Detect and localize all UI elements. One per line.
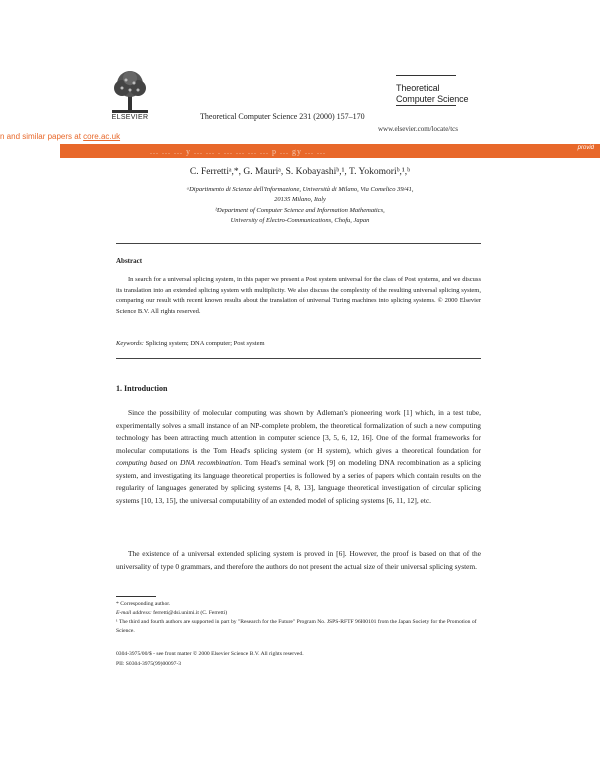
abstract-text: In search for a universal splicing system, in this paper we present a Post system universal for the class of Post systems, and we discuss its translation into an extended splicing system with multiplicity. We also discuss the complexity of the resulting universal splicing system, comparing our result with recent known results about the translation of universal Turing machines into splicing systems. © 2000 Elsevier Science B.V. All rights reserved. bbox=[116, 276, 481, 315]
footnote-rule bbox=[116, 596, 156, 597]
author-list: C. Ferrettiᵃ,*, G. Mauriᵃ, S. Kobayashiᵇ,¹, T. Yokomoriᵇ,¹,ᵇ bbox=[189, 167, 411, 177]
provided-by-text: provid bbox=[577, 145, 594, 151]
affiliation-a-line1: ᵃDipartimento di Scienze dell'Informazione, Università di Milano, Via Comelico 39/41, bbox=[186, 186, 414, 193]
footnote-1: ¹ The third and fourth authors are supported in part by "Research for the Future" Program No. JSPS-RFTF 96I00101 from the Japan Society for the Promotion of Science. bbox=[116, 619, 477, 634]
footnote-email bbox=[116, 609, 481, 618]
journal-title-line2: Computer Science bbox=[396, 94, 469, 104]
core-orange-bar bbox=[60, 144, 600, 158]
core-banner-prefix: n and similar papers at bbox=[0, 132, 84, 141]
journal-reference: Theoretical Computer Science 231 (2000) 157–170 bbox=[200, 112, 365, 121]
affiliation-b-line2: University of Electro-Communications, Chofu, Japan bbox=[230, 217, 370, 224]
para1-part-a: Since the possibility of molecular computing was shown by Adleman's pioneering work [1] which, in a test tube, experimentally solves a small instance of an NP-complete problem, the theoretical formalization of such a new computing technology has been attracting much attention in computer science [3, 5, 6, 12, 16]. One of the formal frameworks for molecular computations is the Tom Head's splicing system (or H system), which gives a theoretical foundation for bbox=[116, 408, 481, 455]
journal-title-rule-top bbox=[396, 75, 456, 76]
intro-paragraph-1 bbox=[116, 407, 481, 507]
keywords bbox=[116, 340, 265, 347]
abstract-heading: Abstract bbox=[116, 257, 143, 265]
affiliation-b-line1: ᵇDepartment of Computer Science and Information Mathematics, bbox=[215, 207, 385, 214]
front-matter-line1: 0304-3975/00/$ - see front matter © 2000 Elsevier Science B.V. All rights reserved. bbox=[116, 651, 304, 657]
elsevier-tree-logo bbox=[108, 68, 152, 116]
keywords-value: Splicing system; DNA computer; Post system bbox=[143, 340, 265, 347]
front-matter-pii: PII: S0304-3975(99)00097-3 bbox=[116, 661, 182, 667]
para1-emphasis: computing based on DNA recombination bbox=[116, 458, 241, 467]
core-link[interactable]: core.ac.uk bbox=[83, 132, 121, 141]
publisher-name: ELSEVIER bbox=[111, 114, 149, 121]
journal-title-rule-bottom bbox=[396, 105, 456, 106]
footnote-corresponding: * Corresponding author. bbox=[116, 601, 171, 607]
intro-paragraph-2: The existence of a universal extended splicing system is proved in [6]. However, the proof is based on that of the universality of type 0 grammars, and therefore the authors do not present the actual size of their universal splicing system. bbox=[116, 549, 481, 571]
para1-part-b: . Tom Head's seminal work [9] on modeling DNA recombination as a splicing system, and investigating its language theoretical properties is followed by a series of papers which contain results on the regularity of languages generated by splicing systems [4, 8, 13], language theoretical investigation of circular splicing systems [10, 13, 15], the universal computability of an extended model of splicing systems [6, 11, 12], etc. bbox=[116, 458, 481, 505]
core-banner-text bbox=[0, 132, 120, 141]
email-address: ferretti@dsi.unimi.it (C. Ferretti) bbox=[151, 610, 228, 616]
affiliation-a-line2: 20135 Milano, Italy bbox=[274, 196, 326, 203]
journal-title bbox=[396, 83, 468, 105]
section-heading: 1. Introduction bbox=[116, 384, 168, 393]
email-label: E-mail address: bbox=[116, 610, 152, 616]
abstract-rule-bottom bbox=[116, 358, 481, 359]
footnotes bbox=[116, 600, 481, 636]
keywords-label: Keywords: bbox=[116, 340, 144, 347]
journal-website: www.elsevier.com/locate/tcs bbox=[378, 125, 459, 133]
front-matter bbox=[116, 649, 481, 669]
abstract-rule-top bbox=[116, 243, 481, 244]
title-obscured: ... ... ... y ... ... . ... ... ... ... p ... gy ... ... bbox=[150, 147, 326, 156]
journal-title-line1: Theoretical bbox=[396, 83, 440, 93]
